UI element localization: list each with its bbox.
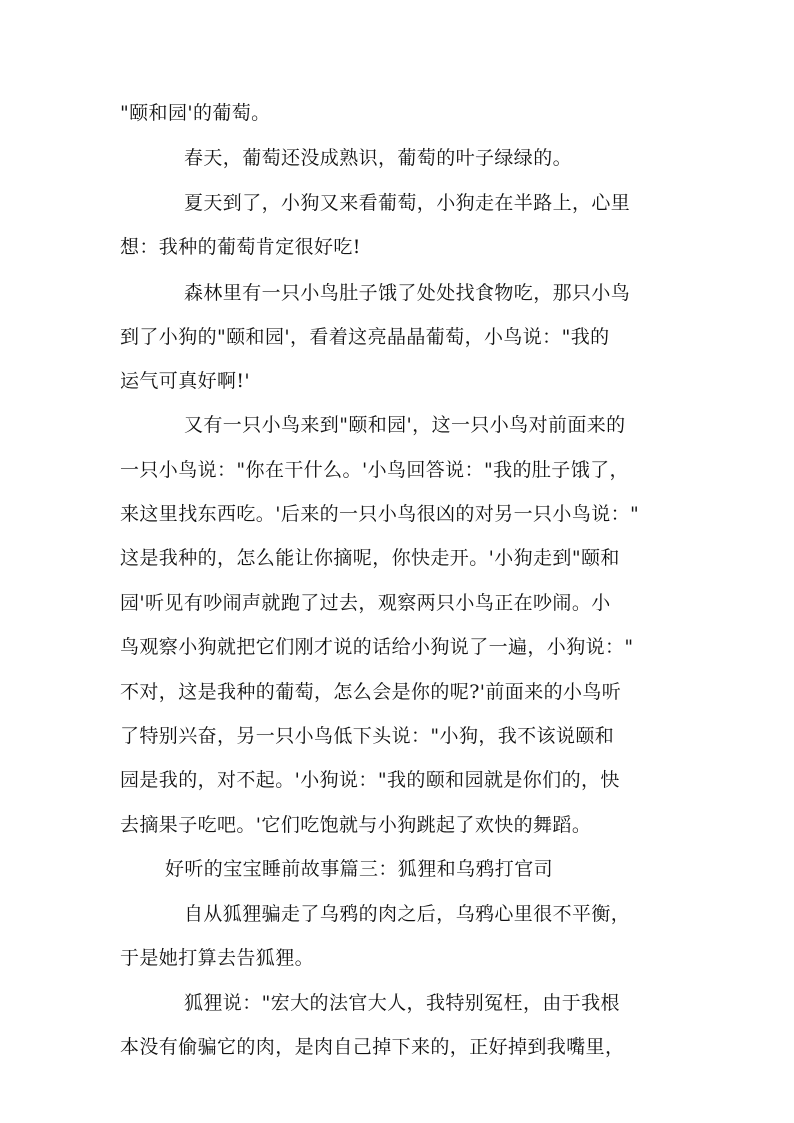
text-line: 来这里找东西吃。'后来的一只小鸟很凶的对另一只小鸟说：" — [120, 503, 640, 525]
text-line: 园是我的，对不起。'小狗说："我的颐和园就是你们的，快 — [120, 769, 620, 791]
text-line: 这是我种的，怎么能让你摘呢，你快走开。'小狗走到"颐和 — [120, 547, 620, 569]
text-line: 园'听见有吵闹声就跑了过去，观察两只小鸟正在吵闹。小 — [120, 592, 611, 614]
text-line: 运气可真好啊!' — [120, 370, 251, 392]
text-line: 夏天到了，小狗又来看葡萄，小狗走在半路上，心里 — [184, 192, 631, 214]
text-line: 自从狐狸骗走了乌鸦的肉之后，乌鸦心里很不平衡， — [184, 903, 631, 925]
text-line: 于是她打算去告狐狸。 — [120, 947, 315, 969]
text-line: 一只小鸟说："你在干什么。'小鸟回答说："我的肚子饿了， — [120, 459, 629, 481]
text-line: 狐狸说："宏大的法官大人，我特别冤枉，由于我根 — [184, 992, 620, 1014]
text-line: "颐和园'的葡萄。 — [120, 102, 271, 124]
text-line: 去摘果子吃吧。'它们吃饱就与小狗跳起了欢快的舞蹈。 — [120, 814, 592, 836]
section-heading: 好听的宝宝睡前故事篇三：狐狸和乌鸦打官司 — [165, 858, 554, 880]
text-line: 森林里有一只小鸟肚子饿了处处找食物吃，那只小鸟 — [184, 282, 631, 304]
text-line: 不对，这是我种的葡萄，怎么会是你的呢?'前面来的小鸟听 — [120, 681, 622, 703]
text-line: 想：我种的葡萄肯定很好吃! — [120, 236, 361, 258]
text-line: 鸟观察小狗就把它们刚才说的话给小狗说了一遍，小狗说：" — [120, 636, 634, 658]
text-line: 本没有偷骗它的肉，是肉自己掉下来的，正好掉到我嘴里， — [120, 1036, 625, 1058]
text-line: 了特别兴奋，另一只小鸟低下头说："小狗，我不该说颐和 — [120, 725, 615, 747]
text-line: 春天，葡萄还没成熟识，葡萄的叶子绿绿的。 — [184, 147, 573, 169]
text-line: 又有一只小鸟来到"颐和园'，这一只小鸟对前面来的 — [184, 414, 626, 436]
text-line: 到了小狗的"颐和园'，看着这亮晶晶葡萄，小鸟说："我的 — [120, 326, 610, 348]
